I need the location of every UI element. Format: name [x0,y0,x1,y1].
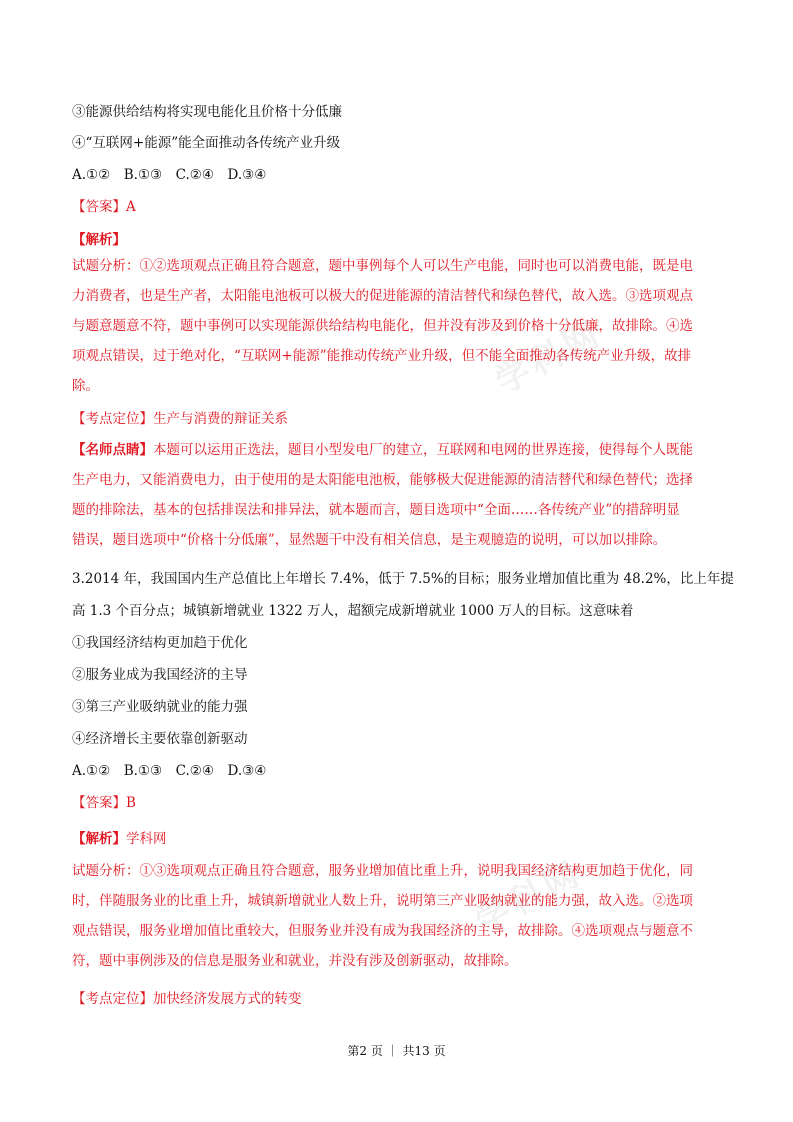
q3-answer [72,794,136,812]
q3-analysis-header [72,830,167,848]
mingshi-line: 错误，题目选项中“价格十分低廉”，显然题干中没有相关信息，是主观臆造的说明，可以加以排除。 [72,532,667,548]
analysis-line: 除。 [72,378,99,394]
q3-option-4: ④经济增长主要依靠创新驱动 [72,731,248,747]
analysis-line: 试题分析：①③选项观点正确且符合题意，服务业增加值比重上升，说明我国经济结构更加趋于优化，同 [72,863,693,879]
q3-stem-line-2: 高 1.3 个百分点；城镇新增就业 1322 万人，超额完成新增就业 1000 万人的目标。这意味着 [72,603,634,619]
q3-stem-line-1: 3.2014 年，我国国内生产总值比上年增长 7.4%，低于 7.5%的目标；服务业增加值比重为 48.2%，比上年提 [72,571,734,587]
answer-value: B [126,795,136,811]
q2-option-3: ③能源供给结构将实现电能化且价格十分低廉 [72,104,342,120]
watermark: 学科网 [468,853,589,943]
q3-choices: A.①② B.①③ C.②④ D.③④ [72,763,267,779]
mingshi-text: 本题可以运用正选法，题目小型发电厂的建立，互联网和电网的世界连接，使得每个人既能 [153,442,693,458]
kaodian-tag: 【考点定位】 [72,411,153,427]
analysis-source: 学科网 [126,831,167,847]
analysis-line: 时，伴随服务业的比重上升，城镇新增就业人数上升，说明第三产业吸纳就业的能力强，故入选。②选项 [72,893,693,909]
answer-value: A [126,199,136,215]
q2-analysis [72,251,722,401]
q2-answer [72,198,136,216]
analysis-line: 试题分析：①②选项观点正确且符合题意，题中事例每个人可以生产电能，同时也可以消费电能，既是电 [72,258,693,274]
q2-mingshi [72,435,722,555]
kaodian-value: 生产与消费的辩证关系 [153,411,288,427]
kaodian-tag: 【考点定位】 [72,991,153,1007]
q2-option-4: ④“互联网+能源”能全面推动各传统产业升级 [72,135,341,151]
mingshi-tag: 【名师点睛】 [72,442,153,458]
answer-tag: 【答案】 [72,795,126,811]
analysis-line: 符，题中事例涉及的信息是服务业和就业，并没有涉及创新驱动，故排除。 [72,953,518,969]
analysis-line: 力消费者，也是生产者，太阳能电池板可以极大的促进能源的清洁替代和绿色替代，故入选。③选项观点 [72,288,693,304]
mingshi-first-line [72,435,722,465]
page-footer: 第2 页 ｜ 共13 页 [347,1044,446,1058]
q3-option-1: ①我国经济结构更加趋于优化 [72,635,248,651]
q3-analysis [72,856,722,976]
q2-choices: A.①② B.①③ C.②④ D.③④ [72,167,267,183]
answer-tag: 【答案】 [72,199,126,215]
q3-option-3: ③第三产业吸纳就业的能力强 [72,699,248,715]
analysis-line: 项观点错误，过于绝对化，“互联网+能源”能推动传统产业升级，但不能全面推动各传统产业升级，故排 [72,348,692,364]
q3-kaodian [72,990,302,1008]
analysis-line: 与题意题意不符，题中事例可以实现能源供给结构电能化，但并没有涉及到价格十分低廉，故排除。④选 [72,318,693,334]
q2-kaodian [72,410,288,428]
analysis-tag: 【解析】 [72,831,126,847]
q2-analysis-tag: 【解析】 [72,232,126,248]
kaodian-value: 加快经济发展方式的转变 [153,991,302,1007]
watermark: 学科网 [488,313,609,403]
mingshi-line: 生产电力，又能消费电力，由于使用的是太阳能电池板，能够极大促进能源的清洁替代和绿色替代；选择 [72,472,693,488]
q3-option-2: ②服务业成为我国经济的主导 [72,667,248,683]
mingshi-line: 题的排除法，基本的包括排误法和排异法，就本题而言，题目选项中“全面……各传统产业”的措辞明显 [72,502,680,518]
analysis-line: 观点错误，服务业增加值比重较大，但服务业并没有成为我国经济的主导，故排除。④选项观点与题意不 [72,923,693,939]
